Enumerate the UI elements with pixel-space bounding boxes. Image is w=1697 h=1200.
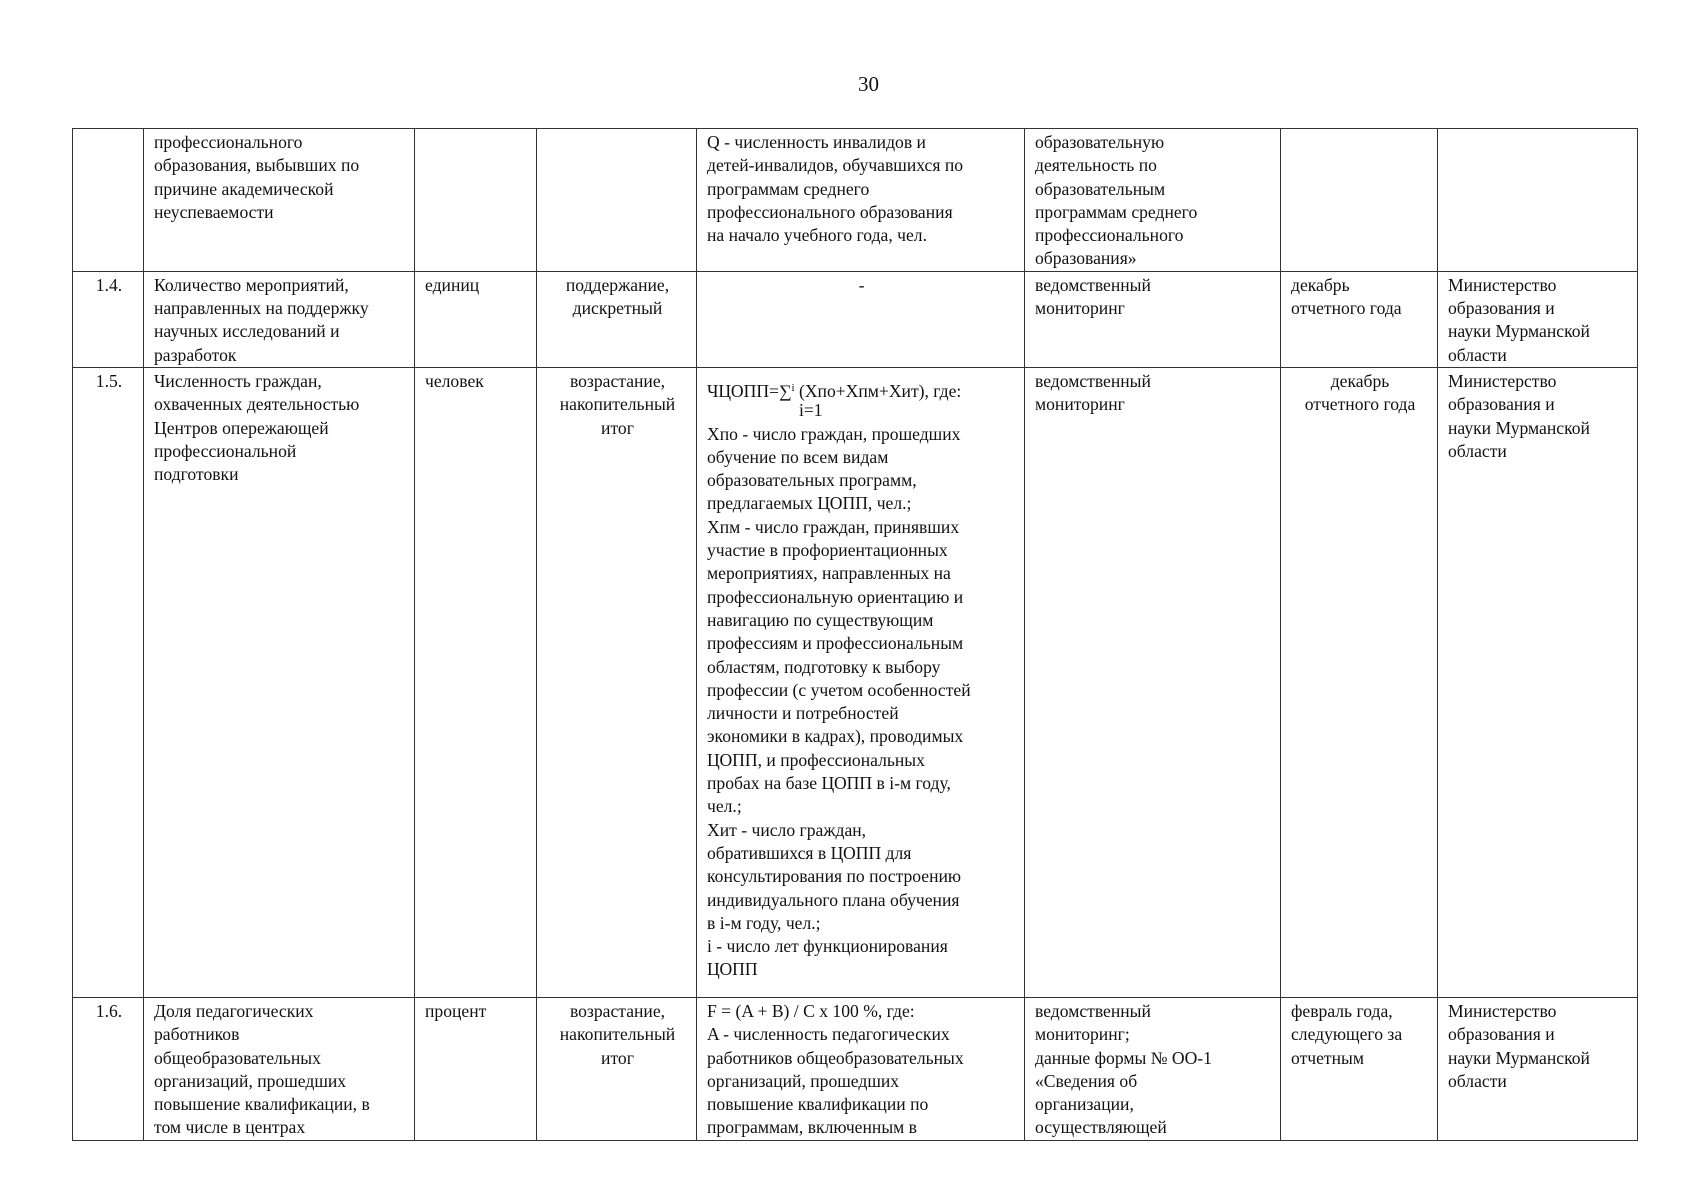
cell-line: обратившихся в ЦОПП для [707, 842, 912, 863]
table-row [73, 997, 1638, 1140]
cell-line: организаций, прошедших [154, 1070, 347, 1091]
cell-line: направленных на поддержку [154, 298, 369, 319]
cell-line: экономики в кадрах), проводимых [707, 726, 964, 747]
page-number: 30 [858, 72, 879, 96]
source-cell [1025, 367, 1281, 997]
cell-line: профессиональную ориентацию и [707, 586, 964, 607]
unit-cell [415, 129, 537, 272]
formula-sup: i [791, 381, 795, 394]
unit-cell: человек [415, 367, 537, 997]
cell-line: предлагаемых ЦОПП, чел.; [707, 493, 912, 514]
deadline-cell [1281, 271, 1438, 367]
cell-line: поддержание, [565, 274, 670, 295]
cell-line: возрастание, [569, 1000, 666, 1021]
cell-line: февраль года, [1291, 1000, 1393, 1021]
cell-line: Министерство [1448, 370, 1557, 391]
cell-line: образовательную [1035, 132, 1165, 152]
cell-line: образования и [1448, 1024, 1555, 1045]
row-number-cell: 1.4. [73, 271, 144, 367]
cell-line: в i-м году, чел.; [707, 912, 821, 933]
cell-line: науки Мурманской [1448, 1047, 1590, 1068]
cell-line: ЦОПП [707, 959, 758, 980]
cell-line: декабрь [1330, 370, 1390, 391]
method-cell [697, 271, 1025, 367]
cell-line: возрастание, [569, 370, 666, 391]
cell-line: профессионального образования [707, 201, 953, 222]
cell-line: неуспеваемости [154, 201, 274, 222]
cell-line: профессионального [1035, 225, 1184, 246]
indicator-name-cell [144, 129, 415, 272]
cell-line: дискретный [572, 298, 663, 319]
formula-sub: i=1 [799, 400, 823, 421]
cell-line: охваченных деятельностью [154, 394, 360, 415]
cell-line: ведомственный [1035, 370, 1151, 391]
cell-line: детей-инвалидов, обучавшихся по [707, 155, 964, 176]
cell-line: чел.; [707, 796, 742, 817]
cell-line: Центров опережающей [154, 417, 329, 438]
responsible-cell [1438, 997, 1638, 1140]
cell-line: мероприятиях, направленных на [707, 563, 951, 584]
cell-line: A - численность педагогических [707, 1024, 950, 1045]
formula-prefix: ЧЦОПП=∑ [707, 380, 792, 401]
cell-line: научных исследований и [154, 321, 340, 342]
cell-line: профессии (с учетом особенностей [707, 679, 971, 700]
table-row [73, 271, 1638, 367]
cell-line: образования и [1448, 298, 1555, 319]
cell-line: профессиональной [154, 440, 297, 461]
cell-line: мониторинг [1035, 298, 1125, 319]
trend-cell [537, 367, 697, 997]
cell-line: деятельность по [1035, 155, 1157, 176]
cell-line: Министерство [1448, 274, 1557, 295]
cell-line: осуществляющей [1035, 1117, 1167, 1138]
cell-line: i - число лет функционирования [707, 936, 948, 957]
cell-line: разработок [154, 344, 237, 365]
source-cell [1025, 129, 1281, 272]
cell-line: области [1448, 1070, 1507, 1091]
deadline-cell [1281, 997, 1438, 1140]
deadline-cell [1281, 129, 1438, 272]
cell-line: данные формы № ОО-1 [1035, 1047, 1212, 1068]
cell-line: мониторинг; [1035, 1024, 1130, 1045]
cell-line: области [1448, 440, 1507, 461]
cell-line: мониторинг [1035, 394, 1125, 415]
deadline-cell [1281, 367, 1438, 997]
cell-line: декабрь [1291, 274, 1350, 295]
cell-line: F = (A + B) / C x 100 %, где: [707, 1000, 915, 1021]
cell-line: отчетного года [1304, 394, 1416, 415]
cell-line: образования и [1448, 394, 1555, 415]
cell-line: работников [154, 1024, 240, 1045]
cell-line: отчетным [1291, 1047, 1364, 1068]
method-cell [697, 997, 1025, 1140]
indicator-name-cell [144, 367, 415, 997]
formula-suffix: (Хпо+Хпм+Хит), где: [798, 380, 962, 401]
cell-line: повышение квалификации, в [154, 1094, 370, 1115]
cell-line: ЦОПП, и профессиональных [707, 749, 925, 770]
cell-line: Хит - число граждан, [707, 819, 867, 840]
cell-line: Министерство [1448, 1000, 1557, 1021]
cell-line: отчетного года [1291, 298, 1402, 319]
cell-line: образовательных программ, [707, 470, 917, 491]
unit-cell: единиц [415, 271, 537, 367]
method-lines [707, 423, 1016, 982]
cell-line: навигацию по существующим [707, 609, 934, 630]
cell-line: накопительный [559, 1024, 676, 1045]
table-row [73, 129, 1638, 272]
trend-cell [537, 997, 697, 1140]
indicator-name-cell [144, 271, 415, 367]
unit-cell: процент [415, 997, 537, 1140]
cell-line: причине академической [154, 178, 334, 199]
cell-line: профессиям и профессиональным [707, 633, 964, 654]
cell-line: повышение квалификации по [707, 1094, 929, 1115]
trend-cell [537, 129, 697, 272]
cell-line: ведомственный [1035, 274, 1151, 295]
indicator-name-cell [144, 997, 415, 1140]
cell-line: том числе в центрах [154, 1117, 306, 1138]
cell-line: пробах на базе ЦОПП в i-м году, [707, 773, 951, 794]
cell-line: Численность граждан, [154, 370, 322, 391]
cell-line: - [858, 274, 865, 295]
cell-line: консультирования по построению [707, 866, 962, 887]
row-number-cell [73, 129, 144, 272]
cell-line: ведомственный [1035, 1000, 1151, 1021]
cell-line: области [1448, 344, 1507, 365]
method-cell [697, 367, 1025, 997]
responsible-cell [1438, 367, 1638, 997]
cell-line: образования» [1035, 248, 1137, 269]
cell-line: программам среднего [1035, 201, 1198, 222]
responsible-cell [1438, 271, 1638, 367]
cell-line: Q - численность инвалидов и [707, 132, 926, 152]
responsible-cell [1438, 129, 1638, 272]
cell-line: участие в профориентационных [707, 540, 948, 561]
cell-line: областям, подготовку к выбору [707, 656, 941, 677]
source-cell [1025, 271, 1281, 367]
trend-cell [537, 271, 697, 367]
row-number-cell: 1.6. [73, 997, 144, 1140]
cell-line: программам среднего [707, 178, 870, 199]
cell-line: Хпо - число граждан, прошедших [707, 423, 961, 444]
cell-line: накопительный [559, 394, 676, 415]
cell-line: на начало учебного года, чел. [707, 225, 927, 246]
cell-line: образовательным [1035, 178, 1166, 199]
cell-line: «Сведения об [1035, 1070, 1138, 1091]
table-row [73, 367, 1638, 997]
cell-line: профессионального [154, 132, 303, 152]
cell-line: науки Мурманской [1448, 417, 1590, 438]
cell-line: программам, включенным в [707, 1117, 917, 1138]
cell-line: индивидуального плана обучения [707, 889, 960, 910]
row-number-cell: 1.5. [73, 367, 144, 997]
cell-line: Доля педагогических [154, 1000, 314, 1021]
cell-line: итог [601, 1047, 634, 1068]
cell-line: работников общеобразовательных [707, 1047, 964, 1068]
indicators-table [72, 128, 1638, 1141]
cell-line: личности и потребностей [707, 703, 899, 724]
cell-line: Количество мероприятий, [154, 274, 349, 295]
cell-line: Хпм - число граждан, принявших [707, 516, 960, 537]
cell-line: науки Мурманской [1448, 321, 1590, 342]
cell-line: обучение по всем видам [707, 446, 889, 467]
method-cell [697, 129, 1025, 272]
cell-line: следующего за [1291, 1024, 1403, 1045]
cell-line: итог [601, 417, 634, 438]
cell-line: подготовки [154, 464, 239, 485]
source-cell [1025, 997, 1281, 1140]
cell-line: образования, выбывших по [154, 155, 360, 176]
cell-line: организаций, прошедших [707, 1070, 900, 1091]
cell-line: организации, [1035, 1094, 1134, 1115]
cell-line: общеобразовательных [154, 1047, 321, 1068]
